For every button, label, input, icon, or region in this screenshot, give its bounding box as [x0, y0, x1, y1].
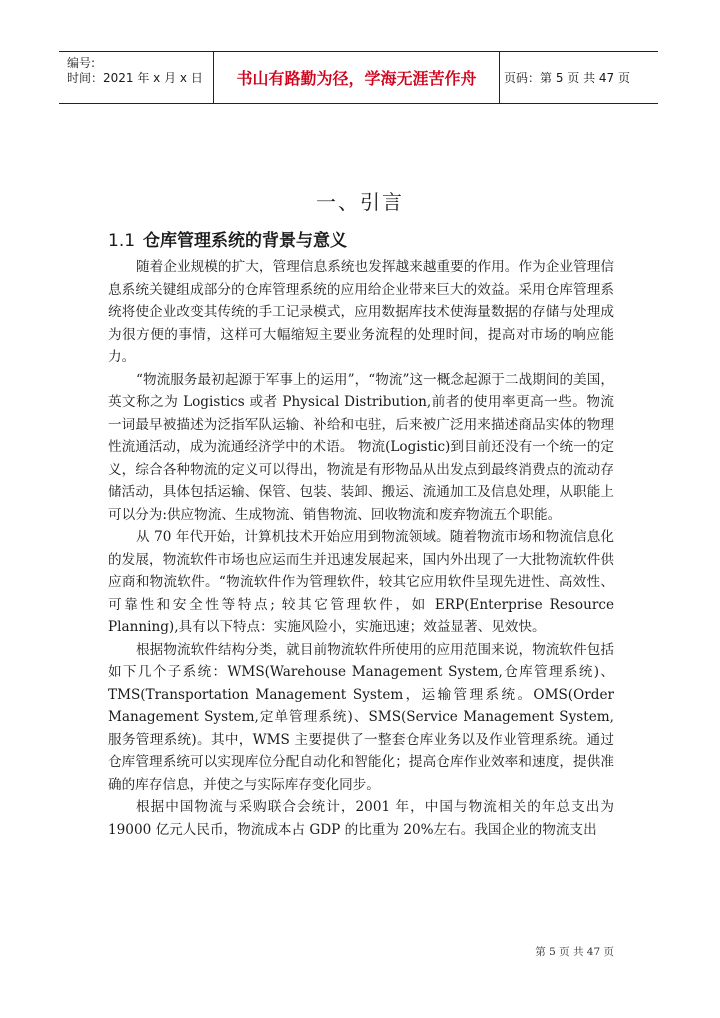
page-header — [59, 51, 658, 104]
chapter-title: 一、引言 — [316, 190, 404, 214]
paragraph: 根据中国物流与采购联合会统计，2001 年，中国与物流相关的年总支出为 19000 亿元人民币，物流成本占 GDP 的比重为 20%左右。我国企业的物流支出 — [108, 799, 614, 838]
number-label: 编号: — [67, 56, 96, 70]
paragraph: “物流服务最初起源于军事上的运用”，“物流”这一概念起源于二战期间的美国，英文称之为 Logistics 或者 Physical Distribution,前者的使用率更高一些。物流一词最早被描述为泛指军队运输、补给和屯驻，后来被广泛用来描述商品实体的物理性流通活动，成为流通经济学中的术语。 物流(Logistic)到目前还没有一个统一的定义，综合各种物流的定义可以得出，物流是有形物品从出发点到最终消费点的流动存储活动，具体包括运输、保管、包装、装卸、搬运、流通加工及信息处理，从职能上可以分为:供应物流、生成物流、销售物流、回收物流和废弃物流五个职能。 — [108, 371, 614, 523]
body-text — [108, 256, 614, 841]
section-number: 1.1 — [108, 231, 136, 251]
paragraph: 根据物流软件结构分类，就目前物流软件所使用的应用范围来说，物流软件包括如下几个子系统：WMS(Warehouse Management System,仓库管理系统)、TMS(Transportation Management System，运输管理系统。OMS(Order Management System,定单管理系统)、SMS(Service Management System,服务管理系统)。其中，WMS 主要提供了一整套仓库业务以及作业管理系统。通过仓库管理系统可以实现库位分配自动化和智能化；提高仓库作业效率和速度，提供准确的库存信息，并使之与实际库存变化同步。 — [108, 641, 614, 793]
page-label: 页码：第 5 页 共 47 页 — [504, 71, 630, 85]
section-title: 仓库管理系统的背景与意义 — [143, 231, 348, 251]
section-heading — [108, 226, 347, 251]
motto: 书山有路勤为径，学海无涯苦作舟 — [213, 52, 500, 103]
page-footer: 第 5 页 共 47 页 — [535, 946, 614, 958]
time-label: 时间：2021 年 x 月 x 日 — [67, 71, 203, 85]
paragraph: 随着企业规模的扩大，管理信息系统也发挥越来越重要的作用。作为企业管理信息系统关键组成部分的仓库管理系统的应用给企业带来巨大的效益。采用仓库管理系统将使企业改变其传统的手工记录模式，应用数据库技术使海量数据的存储与处理成为很方便的事情，这样可大幅缩短主要业务流程的处理时间，提高对市场的响应能力。 — [108, 259, 614, 365]
header-info-cell — [59, 52, 213, 103]
paragraph: 从 70 年代开始，计算机技术开始应用到物流领域。随着物流市场和物流信息化的发展，物流软件市场也应运而生并迅速发展起来，国内外出现了一大批物流软件供应商和物流软件。“物流软件作为管理软件，较其它应用软件呈现先进性、高效性、可靠性和安全性等特点; 较其它管理软件，如 ERP(Enterprise Resource Planning),具有以下特点：实施风险小，实施迅速；效益显著、见效快。 — [108, 529, 614, 635]
